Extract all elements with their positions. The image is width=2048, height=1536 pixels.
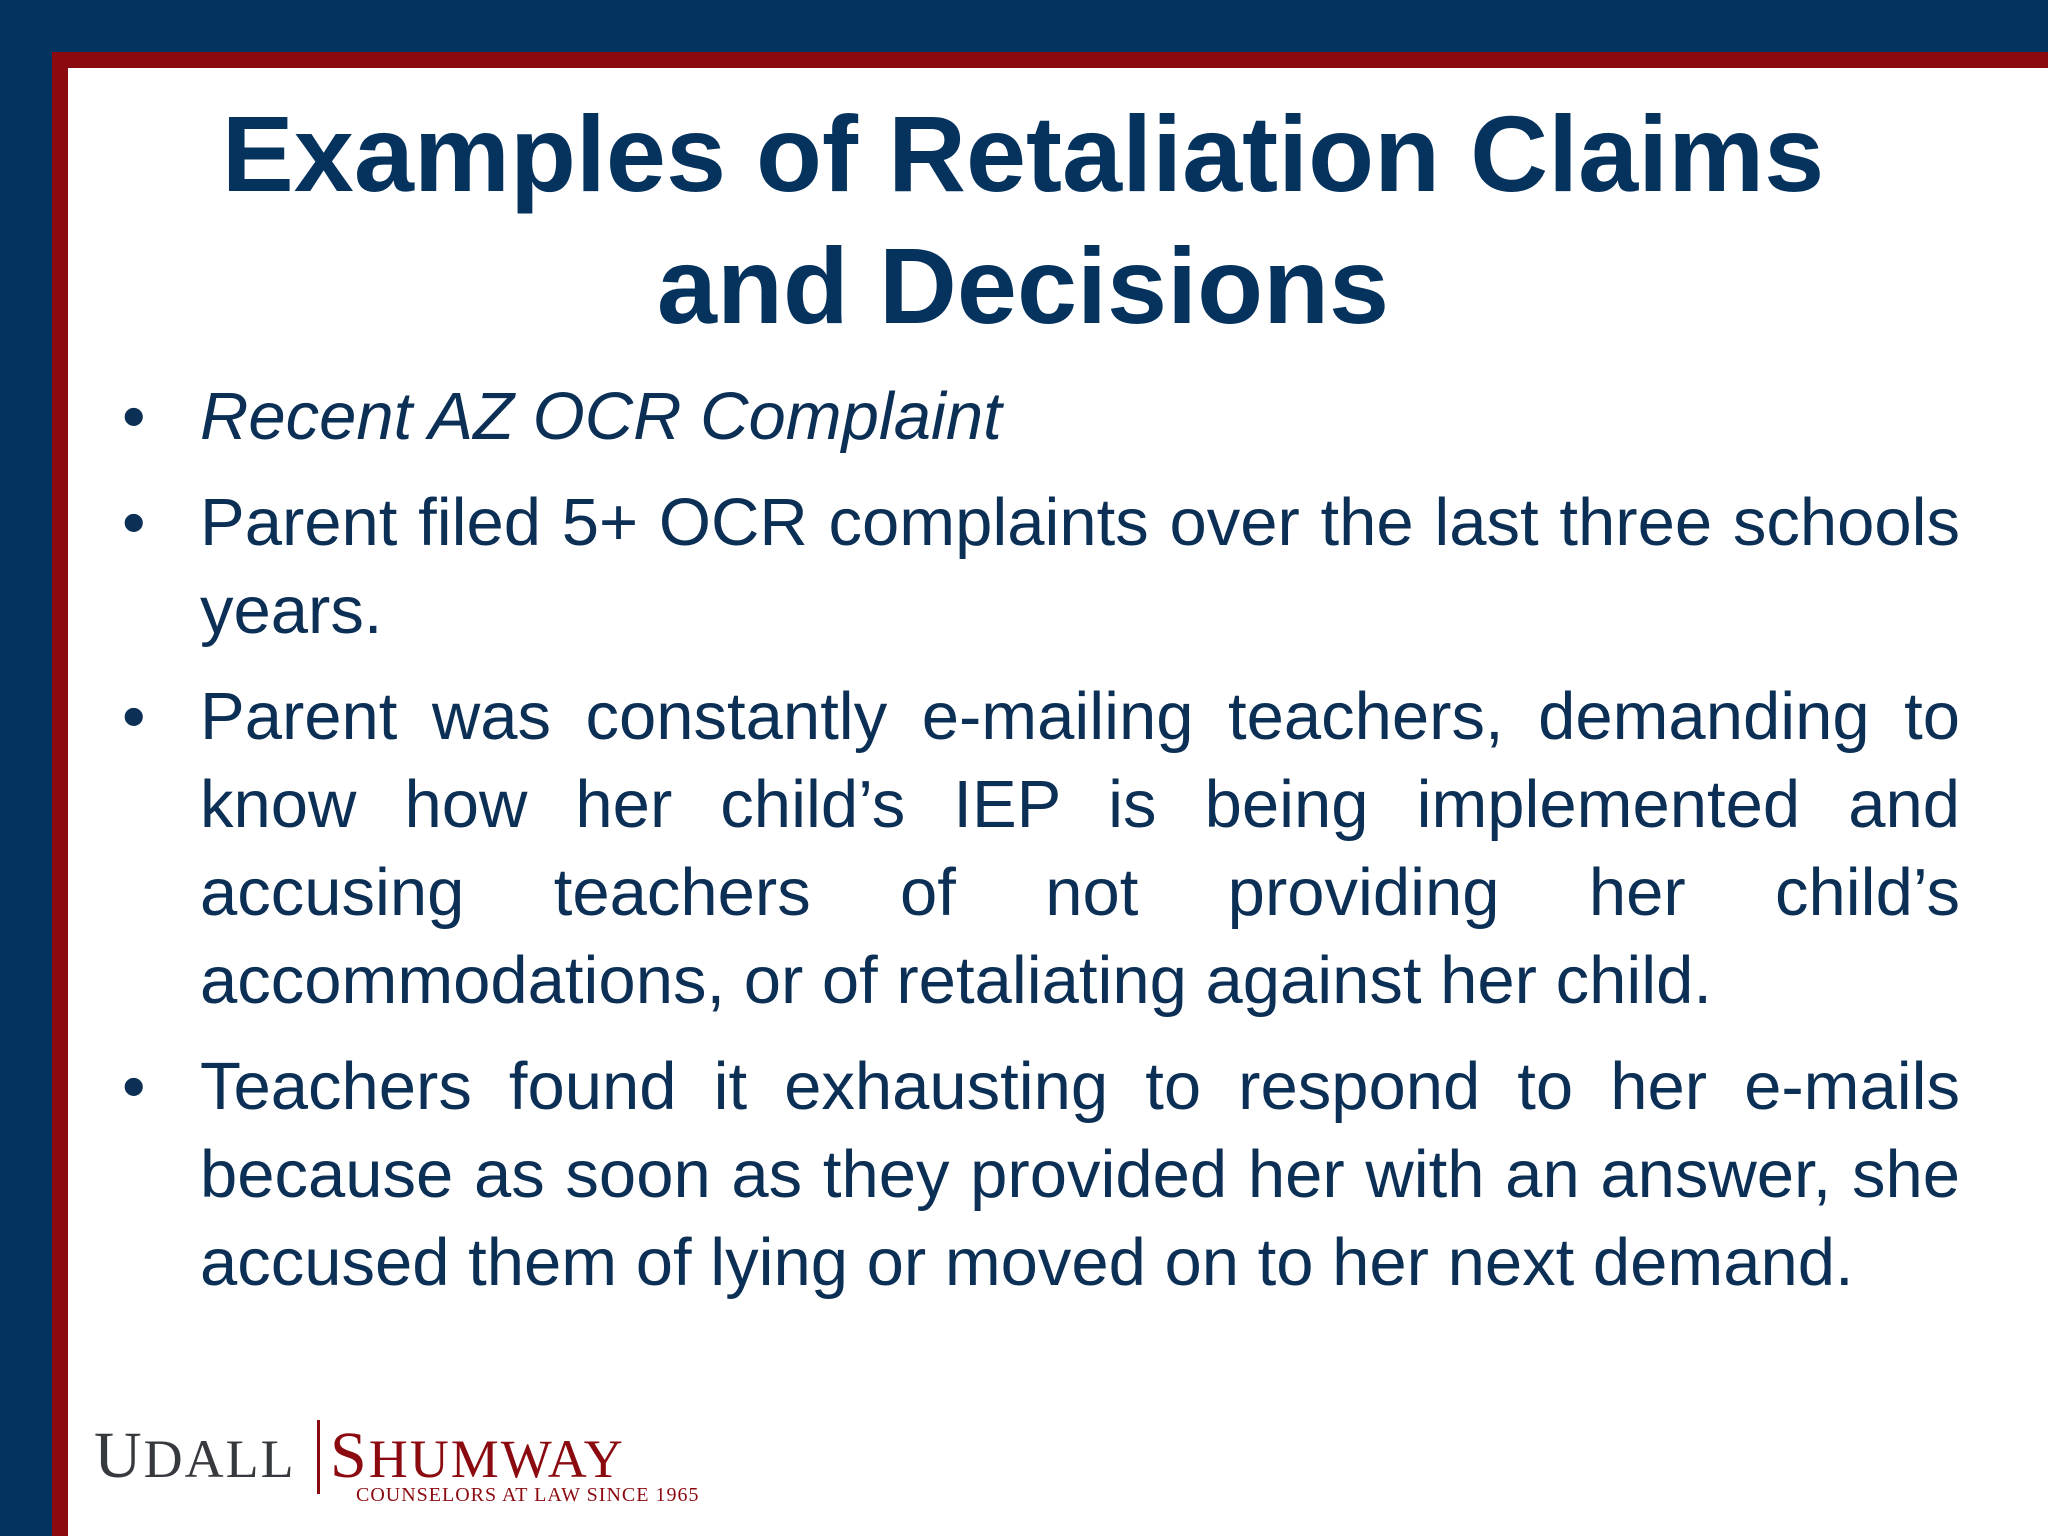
- bullet-text-1: Recent AZ OCR Complaint: [200, 379, 1002, 454]
- slide-title-line-2: and Decisions: [656, 225, 1390, 346]
- bullet-list: [122, 373, 1960, 1307]
- bullet-item-1: [122, 373, 1960, 461]
- udall-shumway-logo: [94, 1418, 700, 1518]
- bullet-dot: •: [122, 485, 146, 560]
- slide-title-line-1: Examples of Retaliation Claims: [221, 93, 1825, 214]
- bullet-dot: •: [122, 379, 146, 454]
- logo-left-word: UDALL: [94, 1419, 296, 1492]
- logo-divider: [317, 1420, 320, 1494]
- logo-right-word: SHUMWAY: [330, 1419, 625, 1492]
- bullet-text-2: Parent filed 5+ OCR complaints over the last three schools years.: [200, 485, 1960, 648]
- bullet-dot: •: [122, 1049, 146, 1124]
- slide-content: [68, 68, 2048, 1536]
- bullet-text-4: Teachers found it exhausting to respond to her e-mails because as soon as they provided her with an answer, she accused them of lying or moved on to her next demand.: [200, 1049, 1960, 1300]
- bullet-item-3: [122, 673, 1960, 1025]
- slide-title: [68, 88, 1978, 352]
- bullet-item-4: [122, 1043, 1960, 1307]
- bullet-item-2: [122, 479, 1960, 655]
- bullet-dot: •: [122, 679, 146, 754]
- logo-tagline: COUNSELORS AT LAW SINCE 1965: [356, 1484, 700, 1506]
- bullet-text-3: Parent was constantly e-mailing teachers, demanding to know how her child’s IEP is being implemented and accusing teachers of not providing her child’s accommodations, or of retaliating against her child.: [200, 679, 1960, 1018]
